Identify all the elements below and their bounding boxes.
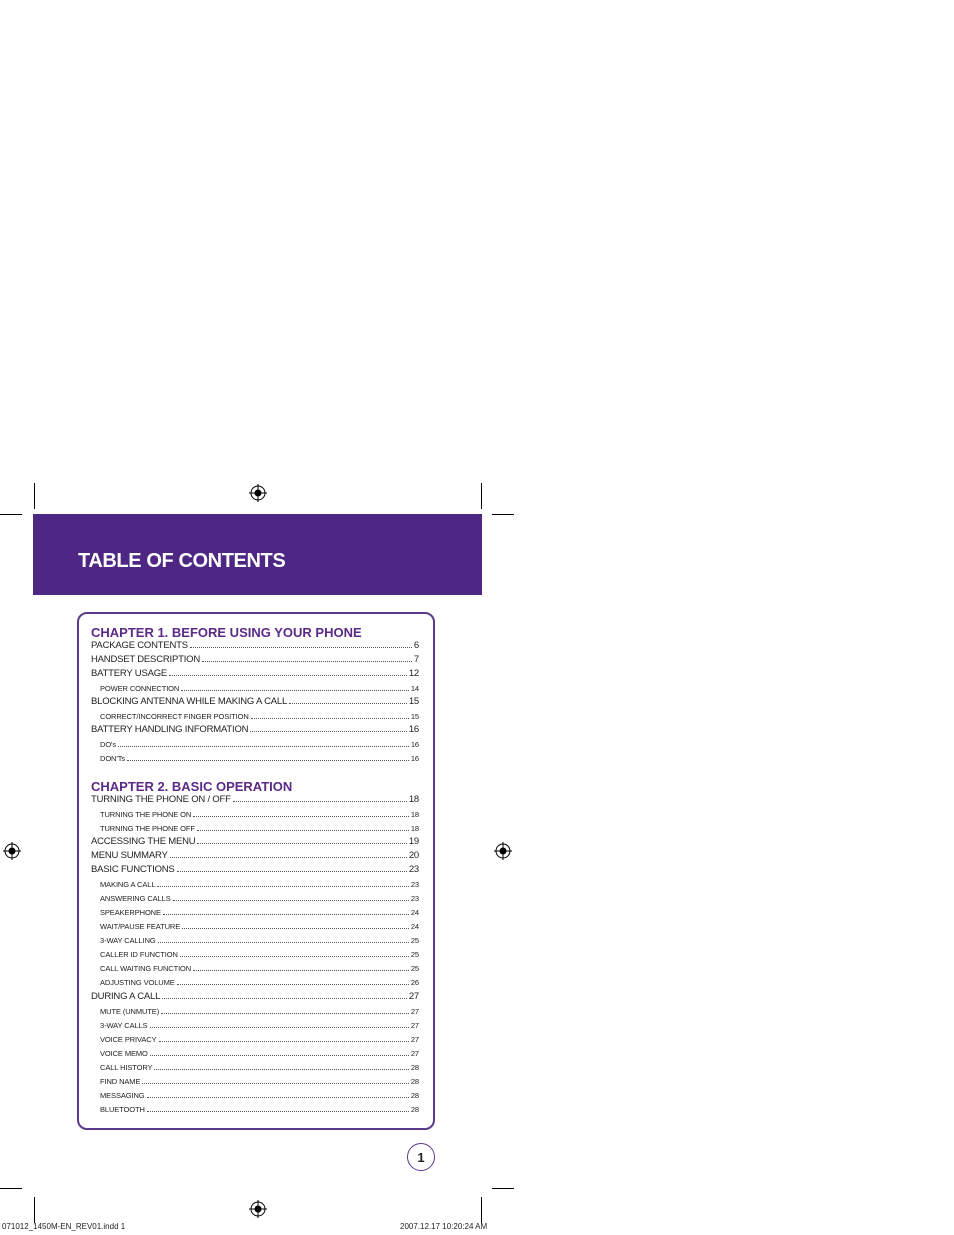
toc-entry — [100, 1049, 419, 1059]
dot-leader — [118, 746, 409, 747]
toc-entry-page: 25 — [410, 936, 419, 945]
toc-entry — [100, 810, 419, 820]
toc-entry-page: 18 — [410, 824, 419, 833]
crop-mark-icon — [481, 483, 482, 509]
dot-leader — [193, 970, 409, 971]
toc-entry-page: 27 — [410, 1007, 419, 1016]
toc-entry-label: 3-WAY CALLS — [100, 1021, 148, 1030]
registration-mark-icon — [249, 484, 267, 502]
toc-entry-page: 27 — [410, 1021, 419, 1030]
toc-entry-label: CALL HISTORY — [100, 1063, 153, 1072]
toc-entry-page: 14 — [410, 684, 419, 693]
toc-entry-page: 24 — [410, 908, 419, 917]
toc-entry — [91, 696, 419, 708]
toc-entry-label: WAIT/PAUSE FEATURE — [100, 922, 181, 931]
dot-leader — [173, 900, 409, 901]
toc-entry-page: 15 — [410, 712, 419, 721]
toc-entry-label: MUTE (UNMUTE) — [100, 1007, 160, 1016]
toc-entry-page: 23 — [410, 894, 419, 903]
toc-entry-label: TURNING THE PHONE ON / OFF — [91, 794, 231, 805]
toc-entry — [100, 754, 419, 764]
toc-entry-page: 23 — [408, 864, 419, 875]
chapter-1-heading: CHAPTER 1. BEFORE USING YOUR PHONE — [91, 625, 362, 640]
toc-entry-page: 24 — [410, 922, 419, 931]
dot-leader — [197, 830, 409, 831]
toc-entry-label: BLOCKING ANTENNA WHILE MAKING A CALL — [91, 696, 288, 707]
toc-entry — [100, 922, 419, 932]
toc-entry-page: 18 — [410, 810, 419, 819]
dot-leader — [193, 816, 409, 817]
crop-mark-icon — [0, 1188, 22, 1189]
registration-mark-icon — [249, 1200, 267, 1218]
dot-leader — [182, 928, 409, 929]
toc-entry — [91, 864, 419, 876]
crop-mark-icon — [0, 514, 22, 515]
toc-entry — [100, 936, 419, 946]
toc-entry-page: 7 — [413, 654, 419, 665]
toc-entry-label: MESSAGING — [100, 1091, 145, 1100]
crop-mark-icon — [481, 1197, 482, 1223]
toc-entry — [91, 836, 419, 848]
toc-entry-label: MAKING A CALL — [100, 880, 156, 889]
dot-leader — [202, 661, 412, 662]
toc-entry-page: 23 — [410, 880, 419, 889]
toc-entry-label: HANDSET DESCRIPTION — [91, 654, 200, 665]
toc-entry — [91, 668, 419, 680]
page-number-badge: 1 — [407, 1143, 435, 1171]
toc-entry — [100, 1105, 419, 1115]
toc-entry-label: DURING A CALL — [91, 991, 161, 1002]
toc-entry-page: 12 — [408, 668, 419, 679]
toc-entry-page: 28 — [410, 1077, 419, 1086]
registration-mark-icon — [3, 842, 21, 860]
toc-entry — [100, 894, 419, 904]
toc-entry-label: BLUETOOTH — [100, 1105, 145, 1114]
toc-entry-page: 28 — [410, 1063, 419, 1072]
toc-entry — [100, 880, 419, 890]
dot-leader — [197, 843, 406, 844]
toc-entry — [91, 850, 419, 862]
dot-leader — [159, 1041, 409, 1042]
dot-leader — [150, 1027, 409, 1028]
toc-entry — [100, 1035, 419, 1045]
dot-leader — [250, 731, 407, 732]
toc-entry-label: BATTERY HANDLING INFORMATION — [91, 724, 249, 735]
toc-entry — [100, 824, 419, 834]
toc-entry-label: SPEAKERPHONE — [100, 908, 161, 917]
toc-entry — [100, 740, 419, 750]
toc-entry-page: 28 — [410, 1091, 419, 1100]
crop-mark-icon — [34, 483, 35, 509]
toc-entry-label: POWER CONNECTION — [100, 684, 180, 693]
toc-entry-label: VOICE PRIVACY — [100, 1035, 157, 1044]
toc-entry — [91, 654, 419, 666]
dot-leader — [163, 914, 409, 915]
page-title: TABLE OF CONTENTS — [78, 550, 286, 572]
toc-entry — [100, 1007, 419, 1017]
toc-entry-page: 19 — [408, 836, 419, 847]
toc-entry-page: 25 — [410, 964, 419, 973]
crop-mark-icon — [492, 514, 514, 515]
toc-entry — [100, 950, 419, 960]
toc-entry-page: 16 — [410, 740, 419, 749]
toc-entry-label: VOICE MEMO — [100, 1049, 148, 1058]
toc-entry-label: TURNING THE PHONE OFF — [100, 824, 195, 833]
toc-entry-label: CALLER ID FUNCTION — [100, 950, 178, 959]
toc-entry-page: 16 — [408, 724, 419, 735]
chapter-2-heading: CHAPTER 2. BASIC OPERATION — [91, 779, 293, 794]
dot-leader — [170, 857, 407, 858]
dot-leader — [177, 871, 407, 872]
toc-entry-page: 18 — [408, 794, 419, 805]
toc-entry — [100, 1077, 419, 1087]
toc-entry-label: 3-WAY CALLING — [100, 936, 156, 945]
toc-entry-page: 27 — [408, 991, 419, 1002]
toc-entry-label: DO's — [100, 740, 117, 749]
dot-leader — [127, 760, 409, 761]
toc-entry-page: 6 — [413, 640, 419, 651]
toc-entry-page: 25 — [410, 950, 419, 959]
footer-timestamp: 2007.12.17 10:20:24 AM — [400, 1222, 488, 1231]
crop-mark-icon — [34, 1197, 35, 1223]
dot-leader — [233, 801, 407, 802]
toc-entry — [91, 794, 419, 806]
toc-entry — [91, 724, 419, 736]
toc-entry-page: 15 — [408, 696, 419, 707]
toc-entry — [100, 712, 419, 722]
toc-entry — [100, 978, 419, 988]
toc-entry-label: CALL WAITING FUNCTION — [100, 964, 192, 973]
dot-leader — [177, 984, 409, 985]
toc-entry — [100, 908, 419, 918]
dot-leader — [169, 675, 407, 676]
dot-leader — [157, 886, 408, 887]
toc-entry-page: 16 — [410, 754, 419, 763]
dot-leader — [162, 998, 407, 999]
dot-leader — [181, 690, 409, 691]
toc-entry-label: CORRECT/INCORRECT FINGER POSITION — [100, 712, 249, 721]
toc-entry — [100, 684, 419, 694]
dot-leader — [150, 1055, 409, 1056]
toc-entry-page: 28 — [410, 1105, 419, 1114]
toc-entry — [100, 964, 419, 974]
dot-leader — [147, 1111, 409, 1112]
toc-entry — [100, 1021, 419, 1031]
toc-entry-page: 26 — [410, 978, 419, 987]
footer-file-name: 071012_1450M-EN_REV01.indd 1 — [2, 1222, 126, 1231]
dot-leader — [190, 647, 412, 648]
toc-entry-page: 27 — [410, 1049, 419, 1058]
toc-entry — [100, 1091, 419, 1101]
toc-entry-label: BASIC FUNCTIONS — [91, 864, 175, 875]
toc-entry-label: BATTERY USAGE — [91, 668, 168, 679]
dot-leader — [251, 718, 409, 719]
dot-leader — [158, 942, 409, 943]
crop-mark-icon — [492, 1188, 514, 1189]
toc-entry-label: MENU SUMMARY — [91, 850, 168, 861]
toc-entry-page: 27 — [410, 1035, 419, 1044]
toc-entry-page: 20 — [408, 850, 419, 861]
dot-leader — [142, 1083, 408, 1084]
toc-entry-label: TURNING THE PHONE ON — [100, 810, 192, 819]
dot-leader — [147, 1097, 409, 1098]
toc-entry — [91, 991, 419, 1003]
toc-entry-label: DON'Ts — [100, 754, 125, 763]
dot-leader — [161, 1013, 409, 1014]
toc-entry-label: ACCESSING THE MENU — [91, 836, 196, 847]
toc-entry — [91, 640, 419, 652]
toc-entry-label: ANSWERING CALLS — [100, 894, 171, 903]
toc-entry-label: FIND NAME — [100, 1077, 141, 1086]
registration-mark-icon — [494, 842, 512, 860]
toc-entry — [100, 1063, 419, 1073]
toc-entry-label: ADJUSTING VOLUME — [100, 978, 175, 987]
dot-leader — [154, 1069, 408, 1070]
dot-leader — [180, 956, 409, 957]
dot-leader — [289, 703, 407, 704]
toc-entry-label: PACKAGE CONTENTS — [91, 640, 188, 651]
